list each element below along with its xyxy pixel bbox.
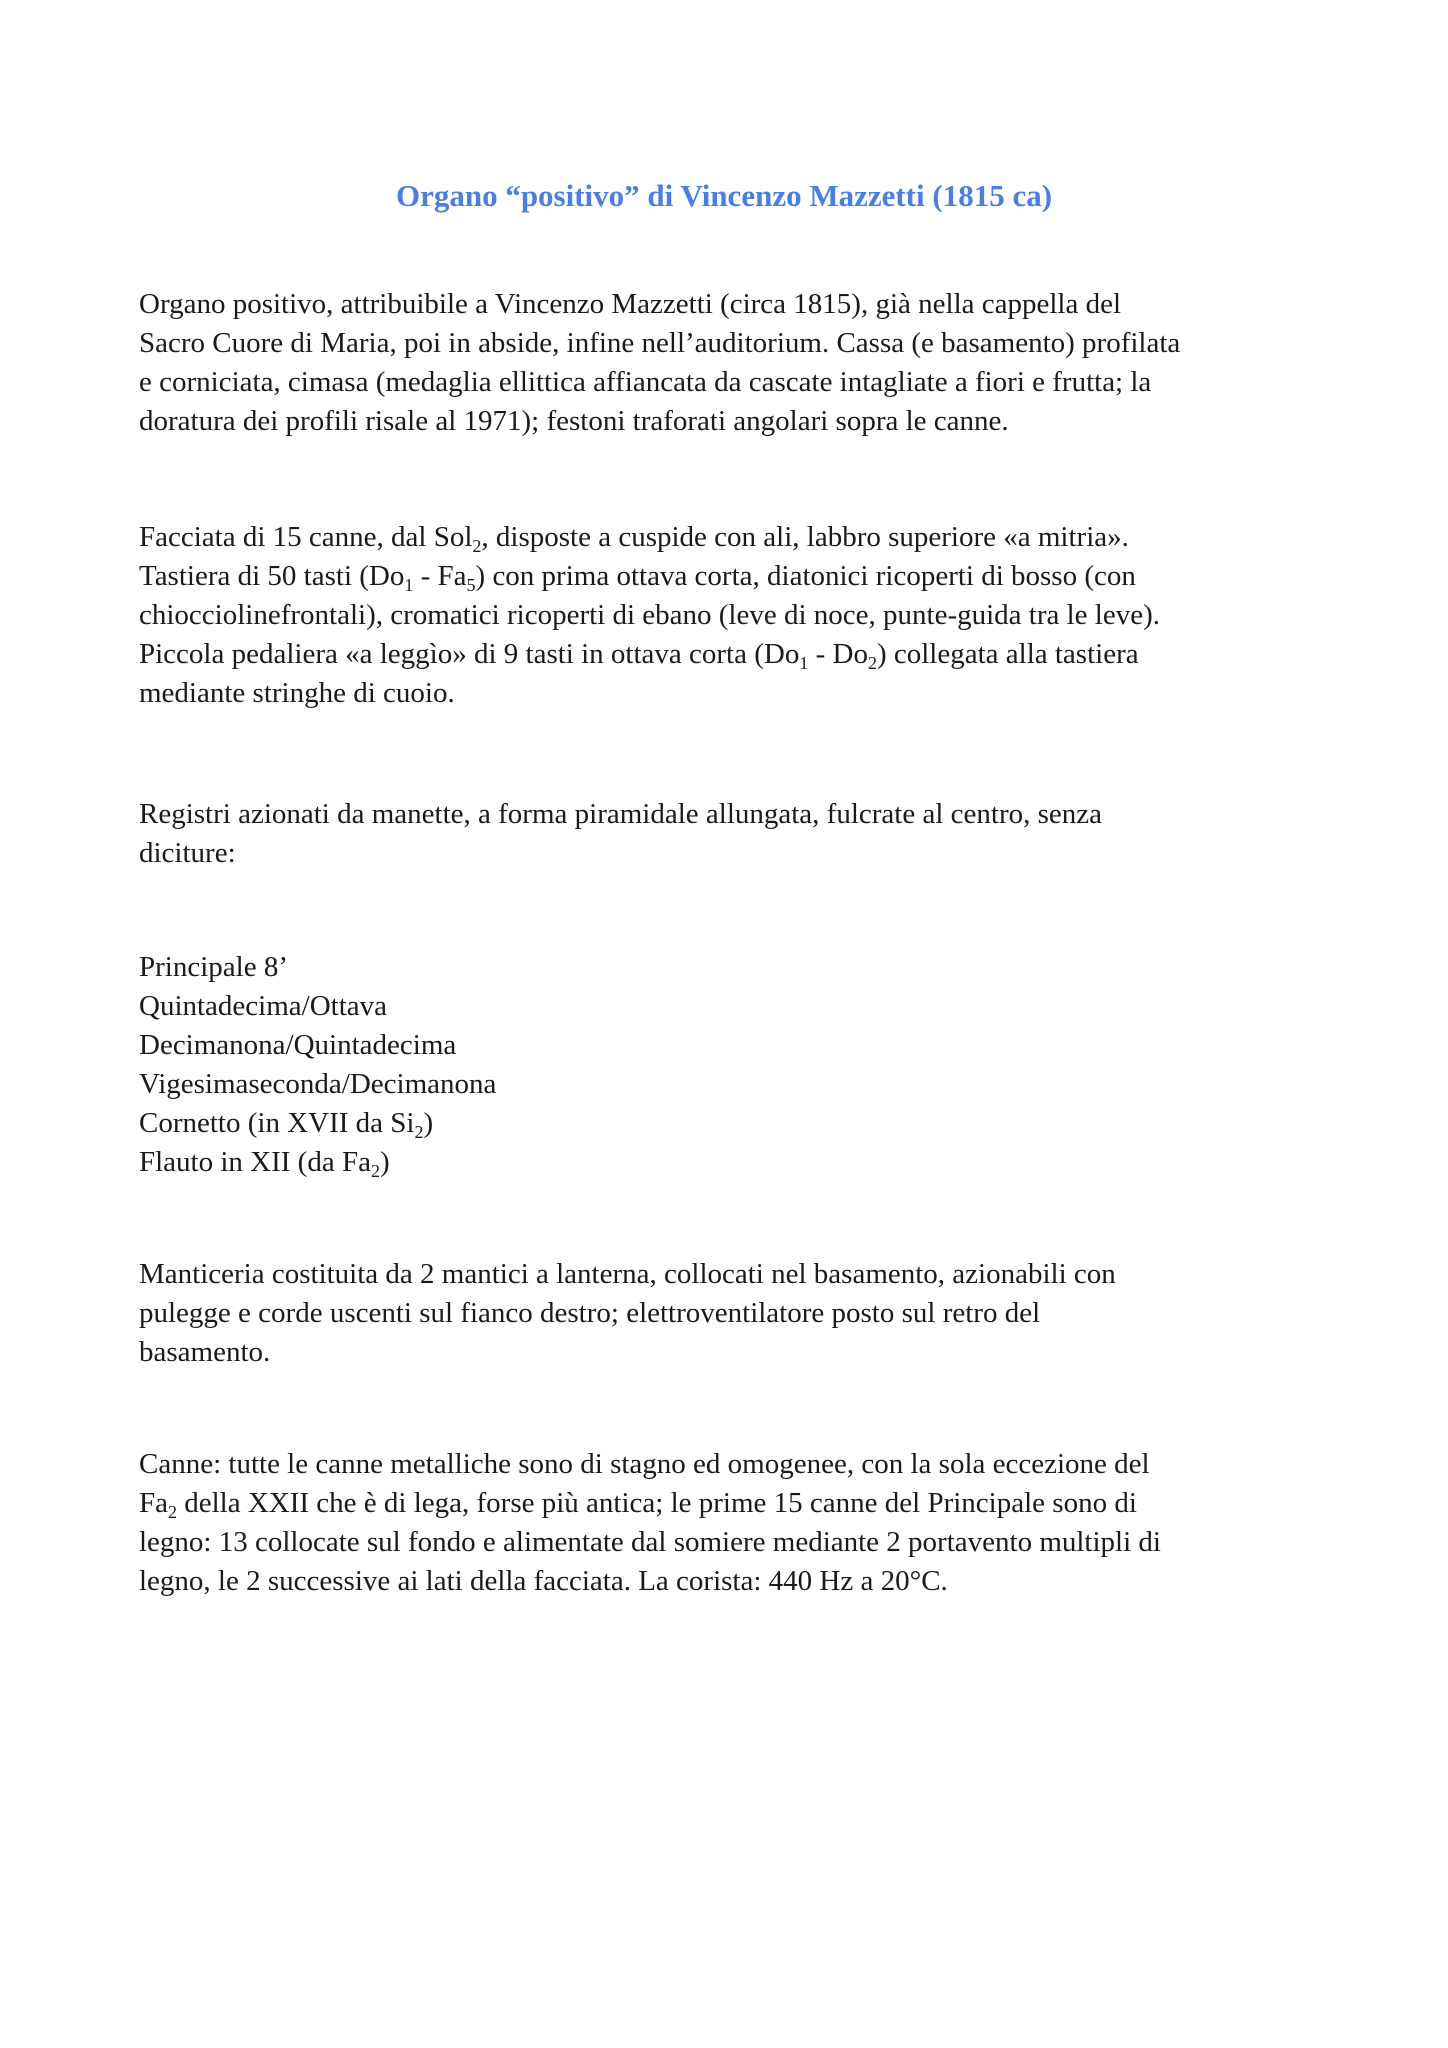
- text-line: doratura dei profili risale al 1971); festoni traforati angolari sopra le canne.: [139, 405, 1009, 437]
- text-fragment: Facciata di 15 canne, dal Sol: [139, 521, 473, 553]
- subscript: 2: [370, 1161, 380, 1181]
- subscript: 2: [867, 653, 877, 673]
- list-item: Decimanona/Quintadecima: [139, 1029, 457, 1061]
- text-line: mediante stringhe di cuoio.: [139, 677, 455, 709]
- text-line: e corniciata, cimasa (medaglia ellittica affiancata da cascate intagliate a fiori e frutta; la: [139, 366, 1152, 398]
- text-fragment: Piccola pedaliera «a leggìo» di 9 tasti in ottava corta (Do: [139, 638, 800, 670]
- text-fragment: Flauto in XII (da Fa: [139, 1146, 371, 1178]
- text-line: diciture:: [139, 837, 236, 869]
- text-fragment: ) collegata alla tastiera: [876, 638, 1139, 670]
- text-line: basamento.: [139, 1336, 271, 1368]
- text-line: Organo positivo, attribuibile a Vincenzo Mazzetti (circa 1815), già nella cappella del: [139, 288, 1122, 320]
- text-fragment: della XXII che è di lega, forse più antica; le prime 15 canne del Principale sono di: [177, 1487, 1137, 1519]
- text-line: [139, 635, 1329, 674]
- text-line: legno: 13 collocate sul fondo e alimentate dal somiere mediante 2 portavento multipli di: [139, 1526, 1161, 1558]
- subscript: 2: [168, 1502, 177, 1522]
- paragraph-bellows: [139, 1255, 1329, 1372]
- text-line: chiocciolinefrontali), cromatici ricoperti di ebano (leve di noce, punte-guida tra le leve).: [139, 599, 1161, 631]
- list-item: Principale 8’: [139, 951, 288, 983]
- paragraph-facade-keyboard: [139, 518, 1329, 713]
- text-fragment: ) con prima ottava corta, diatonici ricoperti di bosso (con: [475, 560, 1136, 592]
- page-title: Organo “positivo” di Vincenzo Mazzetti (1815 ca): [395, 178, 1053, 213]
- paragraph-pipes: [139, 1445, 1329, 1601]
- list-item: Vigesimaseconda/Decimanona: [139, 1068, 497, 1100]
- text-fragment: - Fa: [413, 560, 467, 592]
- paragraph-registers-intro: [139, 795, 1329, 873]
- subscript: 1: [404, 575, 414, 595]
- text-fragment: Fa: [139, 1487, 168, 1519]
- text-fragment: , disposte a cuspide con ali, labbro superiore «a mitria».: [481, 521, 1129, 553]
- text-line: legno, le 2 successive ai lati della facciata. La corista: 440 Hz a 20°C.: [139, 1565, 948, 1597]
- subscript: 2: [472, 536, 482, 556]
- text-line: Manticeria costituita da 2 mantici a lanterna, collocati nel basamento, azionabili con: [139, 1258, 1116, 1290]
- text-line: [139, 557, 1329, 596]
- text-line: Registri azionati da manette, a forma piramidale allungata, fulcrate al centro, senza: [139, 798, 1103, 830]
- subscript: 5: [466, 575, 476, 595]
- text-fragment: ): [379, 1146, 390, 1178]
- paragraph-description: [139, 285, 1329, 441]
- text-fragment: Cornetto (in XVII da Si: [139, 1107, 415, 1139]
- stops-list: [139, 948, 1329, 1182]
- text-line: [139, 518, 1329, 557]
- text-fragment: - Do: [808, 638, 868, 670]
- text-line: Sacro Cuore di Maria, poi in abside, infine nell’auditorium. Cassa (e basamento) profilata: [139, 327, 1181, 359]
- text-fragment: Tastiera di 50 tasti (Do: [139, 560, 405, 592]
- list-item: [139, 1104, 1329, 1143]
- subscript: 1: [799, 653, 809, 673]
- subscript: 2: [414, 1122, 424, 1142]
- list-item: Quintadecima/Ottava: [139, 990, 388, 1022]
- list-item: [139, 1143, 1329, 1182]
- text-line: Canne: tutte le canne metalliche sono di stagno ed omogenee, con la sola eccezione del: [139, 1448, 1150, 1480]
- text-line: pulegge e corde uscenti sul fianco destro; elettroventilatore posto sul retro del: [139, 1297, 1041, 1329]
- text-line: [139, 1484, 1329, 1523]
- text-fragment: ): [423, 1107, 434, 1139]
